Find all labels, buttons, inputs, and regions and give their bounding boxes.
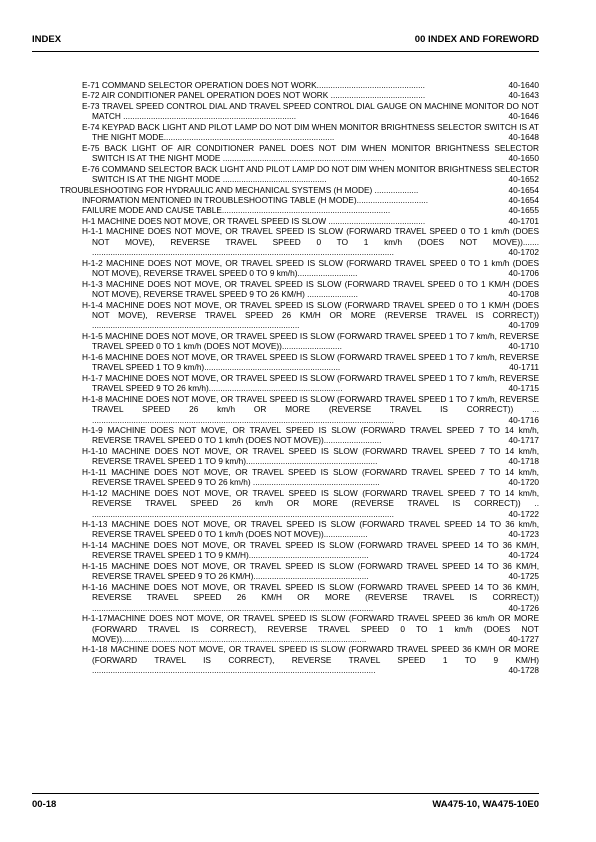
toc-entry-page: 40-1722: [508, 508, 539, 519]
toc-entry-page: 40-1724: [508, 550, 539, 561]
toc-entry-page: 40-1650: [508, 153, 539, 164]
toc-entry[interactable]: [82, 331, 539, 352]
toc-entry[interactable]: [82, 101, 539, 122]
toc-entry-title: INFORMATION MENTIONED IN TROUBLESHOOTING TABLE (H MODE)...............................: [82, 194, 429, 205]
toc-entry-title: TROUBLESHOOTING FOR HYDRAULIC AND MECHANICAL SYSTEMS (H MODE) ...................: [60, 184, 419, 195]
toc-entry-title: H-1-15 MACHINE DOES NOT MOVE, OR TRAVEL SPEED IS SLOW (FORWARD TRAVEL SPEED 14 TO 36 KM/H, REVERSE TRAVEL SPEED 9 TO 26 KM/H)..................................................: [82, 560, 539, 582]
model-designation: WA475-10, WA475-10E0: [432, 799, 539, 810]
toc-entry[interactable]: [82, 300, 539, 331]
toc-entry-title: H-1 MACHINE DOES NOT MOVE, OR TRAVEL SPEED IS SLOW ..........................................: [82, 215, 426, 226]
toc-entry[interactable]: [82, 258, 539, 279]
header-rule: [32, 51, 539, 52]
toc-entry-page: 40-1702: [508, 247, 539, 258]
toc-entry[interactable]: [82, 561, 539, 582]
toc-entry[interactable]: [82, 80, 539, 90]
toc-entry-page: 40-1708: [508, 289, 539, 300]
header-chapter-title: 00 INDEX AND FOREWORD: [414, 34, 539, 45]
toc-entry-title: H-1-14 MACHINE DOES NOT MOVE, OR TRAVEL SPEED IS SLOW (FORWARD TRAVEL SPEED 14 TO 36 KM/H, REVERSE TRAVEL SPEED 1 TO 9 KM/H)....................................................: [82, 539, 539, 561]
toc-entry-page: 40-1701: [508, 215, 539, 226]
toc-entry[interactable]: [82, 164, 539, 185]
toc-entry-title: H-1-16 MACHINE DOES NOT MOVE, OR TRAVEL SPEED IS SLOW (FORWARD TRAVEL SPEED 14 TO 36 KM/H, REVERSE TRAVEL SPEED 26 KM/H OR MORE (REVERSE TRAVEL IS CORRECT)) ..........................................................................................................................: [82, 581, 539, 613]
page-header: [32, 34, 539, 50]
header-section-title: INDEX: [32, 34, 62, 45]
toc-entry-page: 40-1648: [508, 132, 539, 143]
toc-entry-title: H-1-6 MACHINE DOES NOT MOVE, OR TRAVEL SPEED IS SLOW (FORWARD TRAVEL SPEED 1 TO 7 km/h, REVERSE TRAVEL SPEED 1 TO 9 km/h)...........................................................: [82, 351, 539, 373]
toc-entry-title: H-1-4 MACHINE DOES NOT MOVE, OR TRAVEL SPEED IS SLOW (FORWARD TRAVEL SPEED 0 TO 1 KM/H (DOES NOT MOVE), REVERSE TRAVEL SPEED 26 KM/H OR MORE (REVERSE TRAVEL IS CORRECT)) ..........................................................................................: [82, 299, 539, 331]
toc-entry-page: 40-1718: [508, 456, 539, 467]
toc-entry-page: 40-1720: [508, 477, 539, 488]
toc-entry-title: E-76 COMMAND SELECTOR BACK LIGHT AND PILOT LAMP DO NOT DIM WHEN MONITOR BRIGHTNESS SELECTOR SWITCH IS AT THE NIGHT MODE .............................................: [82, 163, 539, 185]
toc-entry-page: 40-1711: [509, 362, 539, 373]
toc-entry-title: H-1-12 MACHINE DOES NOT MOVE, OR TRAVEL SPEED IS SLOW (FORWARD TRAVEL SPEED 7 TO 14 km/h, REVERSE TRAVEL SPEED 26 km/h OR MORE (REVERSE TRAVEL IS CORRECT)) .. ...................................................................................................................................: [82, 487, 539, 519]
toc-entry-page: 40-1655: [508, 205, 539, 216]
toc-entry-title: H-1-9 MACHINE DOES NOT MOVE, OR TRAVEL SPEED IS SLOW (FORWARD TRAVEL SPEED 7 TO 14 km/h, REVERSE TRAVEL SPEED 0 TO 1 km/h (DOES NOT MOVE)).........................: [82, 424, 539, 446]
toc-entry-title: H-1-3 MACHINE DOES NOT MOVE, OR TRAVEL SPEED IS SLOW (FORWARD TRAVEL SPEED 0 TO 1 KM/H (DOES NOT MOVE), REVERSE TRAVEL SPEED 9 TO 26 KM/H) ......................: [82, 278, 539, 300]
toc-entry-page: 40-1710: [508, 341, 539, 352]
toc-entry-title: H-1-17MACHINE DOES NOT MOVE, OR TRAVEL SPEED IS SLOW (FORWARD TRAVEL SPEED 36 km/h OR MORE (FORWARD TRAVEL IS CORRECT), REVERSE TRAVEL SPEED 0 TO 1 km/h (DOES NOT MOVE))..........................................................................................................: [82, 613, 539, 645]
toc-entry-page: 40-1646: [508, 111, 539, 122]
toc-entry-title: H-1-5 MACHINE DOES NOT MOVE, OR TRAVEL SPEED IS SLOW (FORWARD TRAVEL SPEED 1 TO 7 km/h, REVERSE TRAVEL SPEED 0 TO 1 km/h (DOES NOT MOVE))..........................: [82, 330, 539, 352]
toc-entry[interactable]: [82, 205, 539, 215]
toc-entry-title: E-72 AIR CONDITIONER PANEL OPERATION DOES NOT WORK .........................................: [82, 90, 426, 101]
toc-entry[interactable]: [82, 540, 539, 561]
toc-entry-page: 40-1725: [508, 571, 539, 582]
toc-entry-title: H-1-7 MACHINE DOES NOT MOVE, OR TRAVEL SPEED IS SLOW (FORWARD TRAVEL SPEED 1 TO 7 km/h, REVERSE TRAVEL SPEED 9 TO 26 km/h)..........................................................: [82, 372, 539, 394]
toc-entry-page: 40-1643: [508, 90, 539, 101]
toc-entry[interactable]: [82, 425, 539, 446]
toc-entry[interactable]: [82, 394, 539, 425]
toc-entry[interactable]: [82, 279, 539, 300]
toc-entry[interactable]: [82, 216, 539, 226]
toc-entry-title: H-1-8 MACHINE DOES NOT MOVE, OR TRAVEL SPEED IS SLOW (FORWARD TRAVEL SPEED 1 TO 7 km/h, REVERSE TRAVEL SPEED 26 km/h OR MORE (REVERSE TRAVEL IS CORRECT)) ... ...................................................................................................................................: [82, 393, 539, 425]
toc-entry[interactable]: [82, 226, 539, 257]
toc-entry-title: E-73 TRAVEL SPEED CONTROL DIAL AND TRAVEL SPEED CONTROL DIAL GAUGE ON MACHINE MONITOR DO NOT MATCH ...........................................................................: [82, 100, 539, 122]
toc-entry[interactable]: [82, 195, 539, 205]
toc-entry[interactable]: [82, 644, 539, 675]
toc-entry-title: H-1-13 MACHINE DOES NOT MOVE, OR TRAVEL SPEED IS SLOW (FORWARD TRAVEL SPEED 14 TO 36 km/h, REVERSE TRAVEL SPEED 0 TO 1 km/h (DOES NOT MOVE))...................: [82, 519, 539, 540]
toc-entry-title: FAILURE MODE AND CAUSE TABLE.........................................................................: [82, 205, 391, 216]
toc-entry-page: 40-1715: [508, 383, 539, 394]
toc-entry-page: 40-1709: [508, 320, 539, 331]
toc-entry-page: 40-1652: [508, 174, 539, 185]
toc-entry-title: E-75 BACK LIGHT OF AIR CONDITIONER PANEL DOES NOT DIM WHEN MONITOR BRIGHTNESS SELECTOR SWITCH IS AT THE NIGHT MODE ......................................................................: [82, 142, 539, 164]
toc-entry-page: 40-1723: [508, 529, 539, 540]
toc-entry-page: 40-1654: [508, 184, 539, 195]
toc-entry-title: H-1-11 MACHINE DOES NOT MOVE, OR TRAVEL SPEED IS SLOW (FORWARD TRAVEL SPEED 7 TO 14 km/h, REVERSE TRAVEL SPEED 9 TO 26 km/h) .......................................................: [82, 466, 539, 488]
toc-entry-page: 40-1706: [508, 268, 539, 279]
footer-rule: [32, 793, 539, 794]
toc-entry[interactable]: [82, 90, 539, 100]
toc-entry[interactable]: [82, 488, 539, 519]
toc-entry[interactable]: [82, 519, 539, 540]
toc-entry[interactable]: [82, 143, 539, 164]
toc-entry-page: 40-1728: [508, 665, 539, 676]
table-of-contents: [60, 80, 539, 676]
toc-entry-title: H-1-18 MACHINE DOES NOT MOVE, OR TRAVEL SPEED IS SLOW (FORWARD TRAVEL SPEED 36 KM/H OR MORE (FORWARD TRAVEL IS CORRECT), REVERSE TRAVEL SPEED 1 TO 9 KM/H) ...........................................................................................................................: [82, 644, 539, 676]
toc-entry-page: 40-1726: [508, 602, 539, 613]
toc-entry[interactable]: [82, 122, 539, 143]
toc-entry[interactable]: [82, 446, 539, 467]
toc-entry-title: E-71 COMMAND SELECTOR OPERATION DOES NOT WORK...............................................: [82, 80, 425, 90]
page-number: 00-18: [32, 799, 57, 810]
toc-entry[interactable]: [82, 582, 539, 613]
toc-entry-page: 40-1716: [508, 414, 539, 425]
toc-entry[interactable]: [82, 352, 539, 373]
toc-entry[interactable]: [82, 467, 539, 488]
toc-entry-title: H-1-10 MACHINE DOES NOT MOVE, OR TRAVEL SPEED IS SLOW (FORWARD TRAVEL SPEED 7 TO 14 km/h, REVERSE TRAVEL SPEED 1 TO 9 km/h).........................................................: [82, 445, 539, 467]
toc-entry[interactable]: [82, 373, 539, 394]
toc-entry-page: 40-1654: [508, 194, 539, 205]
toc-entry-title: H-1-1 MACHINE DOES NOT MOVE, OR TRAVEL SPEED IS SLOW (FORWARD TRAVEL SPEED 0 TO 1 km/h (DOES NOT MOVE), REVERSE TRAVEL SPEED 0 TO 1 km/h (DOES NOT MOVE))....... ...................................................................................................................................: [82, 226, 539, 258]
toc-entry-page: 40-1727: [508, 634, 539, 645]
toc-entry-title: H-1-2 MACHINE DOES NOT MOVE, OR TRAVEL SPEED IS SLOW (FORWARD TRAVEL SPEED 0 TO 1 km/h (DOES NOT MOVE), REVERSE TRAVEL SPEED 0 TO 9 km/h)..........................: [82, 257, 539, 279]
toc-entry-page: 40-1717: [508, 435, 539, 446]
toc-entry-title: E-74 KEYPAD BACK LIGHT AND PILOT LAMP DO NOT DIM WHEN MONITOR BRIGHTNESS SELECTOR SWITCH IS AT THE NIGHT MODE..........................................................................: [82, 121, 539, 143]
toc-entry[interactable]: [60, 185, 539, 195]
toc-entry-page: 40-1640: [508, 80, 539, 90]
toc-entry[interactable]: [82, 613, 539, 644]
